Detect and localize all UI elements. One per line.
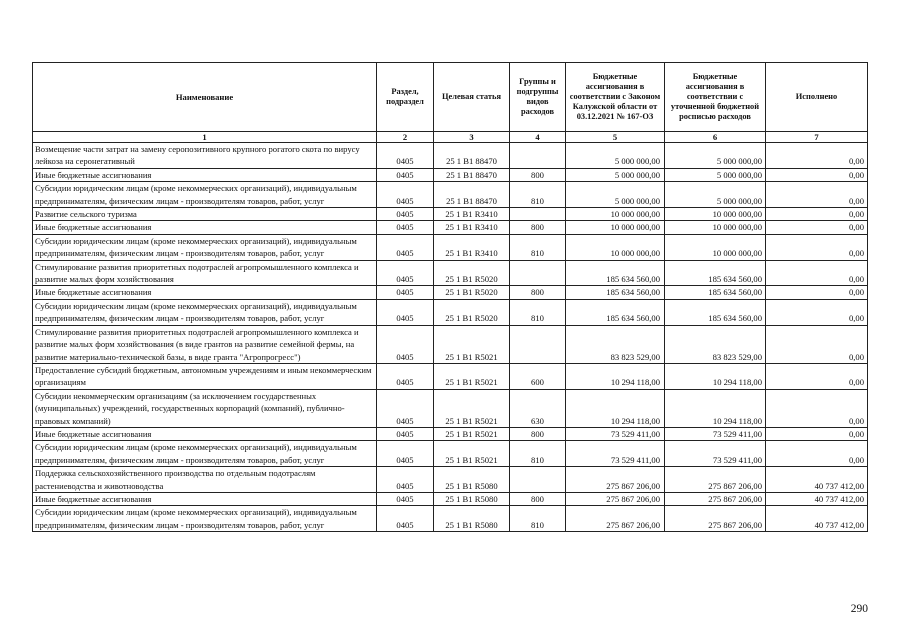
row-razdel-cell: 0405 <box>377 467 434 493</box>
row-roster-allocation-cell: 275 867 206,00 <box>665 492 766 505</box>
row-law-allocation-cell: 5 000 000,00 <box>566 168 665 181</box>
table-row <box>33 221 868 234</box>
budget-table-sheet <box>32 62 867 532</box>
row-executed-cell: 0,00 <box>766 389 868 427</box>
row-law-allocation-cell: 10 294 118,00 <box>566 363 665 389</box>
row-roster-allocation-cell: 73 529 411,00 <box>665 427 766 440</box>
page-number: 290 <box>850 603 868 615</box>
column-number: 1 <box>33 132 377 143</box>
row-razdel-cell: 0405 <box>377 221 434 234</box>
row-razdel-cell: 0405 <box>377 260 434 286</box>
row-name-cell: Стимулирование развития приоритетных подотраслей агропромышленного комплекса и развитие малых форм хозяйствования <box>33 260 377 286</box>
row-razdel-cell: 0405 <box>377 234 434 260</box>
row-law-allocation-cell: 5 000 000,00 <box>566 143 665 169</box>
row-target-article-cell: 25 1 B1 R5020 <box>434 299 510 325</box>
row-expense-group-cell: 800 <box>510 427 566 440</box>
row-expense-group-cell: 810 <box>510 441 566 467</box>
row-law-allocation-cell: 185 634 560,00 <box>566 260 665 286</box>
row-expense-group-cell: 800 <box>510 492 566 505</box>
row-executed-cell: 0,00 <box>766 208 868 221</box>
row-roster-allocation-cell: 10 294 118,00 <box>665 389 766 427</box>
row-target-article-cell: 25 1 B1 R5021 <box>434 325 510 363</box>
row-target-article-cell: 25 1 B1 R3410 <box>434 208 510 221</box>
row-name-cell: Иные бюджетные ассигнования <box>33 492 377 505</box>
row-roster-allocation-cell: 185 634 560,00 <box>665 299 766 325</box>
row-name-cell: Субсидии некоммерческим организациям (за исключением государственных (муниципальных) учреждений, государственных корпораций (компаний), публично-правовых компаний) <box>33 389 377 427</box>
column-number: 6 <box>665 132 766 143</box>
row-roster-allocation-cell: 5 000 000,00 <box>665 168 766 181</box>
row-law-allocation-cell: 10 000 000,00 <box>566 221 665 234</box>
row-razdel-cell: 0405 <box>377 441 434 467</box>
row-name-cell: Иные бюджетные ассигнования <box>33 286 377 299</box>
table-row <box>33 168 868 181</box>
row-executed-cell: 0,00 <box>766 363 868 389</box>
table-row <box>33 506 868 532</box>
row-executed-cell: 0,00 <box>766 182 868 208</box>
row-expense-group-cell <box>510 143 566 169</box>
row-target-article-cell: 25 1 B1 R5080 <box>434 467 510 493</box>
row-executed-cell: 0,00 <box>766 143 868 169</box>
row-executed-cell: 0,00 <box>766 260 868 286</box>
row-expense-group-cell <box>510 208 566 221</box>
row-expense-group-cell: 800 <box>510 168 566 181</box>
row-target-article-cell: 25 1 B1 R5021 <box>434 389 510 427</box>
row-target-article-cell: 25 1 B1 R5080 <box>434 492 510 505</box>
table-row <box>33 234 868 260</box>
row-law-allocation-cell: 5 000 000,00 <box>566 182 665 208</box>
row-expense-group-cell: 800 <box>510 286 566 299</box>
row-law-allocation-cell: 10 000 000,00 <box>566 234 665 260</box>
row-executed-cell: 0,00 <box>766 234 868 260</box>
row-roster-allocation-cell: 275 867 206,00 <box>665 467 766 493</box>
table-row <box>33 182 868 208</box>
row-executed-cell: 0,00 <box>766 325 868 363</box>
table-body <box>33 143 868 532</box>
row-roster-allocation-cell: 73 529 411,00 <box>665 441 766 467</box>
row-razdel-cell: 0405 <box>377 363 434 389</box>
row-razdel-cell: 0405 <box>377 492 434 505</box>
row-executed-cell: 0,00 <box>766 299 868 325</box>
row-name-cell: Поддержка сельскохозяйственного производства по отдельным подотраслям растениеводства и животноводства <box>33 467 377 493</box>
row-razdel-cell: 0405 <box>377 286 434 299</box>
row-name-cell: Субсидии юридическим лицам (кроме некоммерческих организаций), индивидуальным предпринимателям, физическим лицам - производителям товаров, работ, услуг <box>33 234 377 260</box>
row-name-cell: Субсидии юридическим лицам (кроме некоммерческих организаций), индивидуальным предпринимателям, физическим лицам - производителям товаров, работ, услуг <box>33 182 377 208</box>
column-header-law-allocations: Бюджетные ассигнования в соответствии с Законом Калужской области от 03.12.2021 № 167-ОЗ <box>566 63 665 132</box>
row-executed-cell: 0,00 <box>766 441 868 467</box>
row-target-article-cell: 25 1 B1 R5021 <box>434 427 510 440</box>
row-roster-allocation-cell: 10 000 000,00 <box>665 221 766 234</box>
row-executed-cell: 0,00 <box>766 427 868 440</box>
table-row <box>33 286 868 299</box>
row-name-cell: Возмещение части затрат на замену серопозитивного крупного рогатого скота по вирусу лейкоза на серонегативный <box>33 143 377 169</box>
column-header-executed: Исполнено <box>766 63 868 132</box>
column-number: 5 <box>566 132 665 143</box>
row-law-allocation-cell: 275 867 206,00 <box>566 492 665 505</box>
row-razdel-cell: 0405 <box>377 208 434 221</box>
table-row <box>33 325 868 363</box>
row-target-article-cell: 25 1 B1 R5080 <box>434 506 510 532</box>
row-target-article-cell: 25 1 B1 R3410 <box>434 234 510 260</box>
row-law-allocation-cell: 185 634 560,00 <box>566 299 665 325</box>
row-roster-allocation-cell: 5 000 000,00 <box>665 143 766 169</box>
row-executed-cell: 40 737 412,00 <box>766 492 868 505</box>
column-number: 2 <box>377 132 434 143</box>
row-executed-cell: 0,00 <box>766 221 868 234</box>
row-roster-allocation-cell: 83 823 529,00 <box>665 325 766 363</box>
row-executed-cell: 40 737 412,00 <box>766 467 868 493</box>
row-razdel-cell: 0405 <box>377 325 434 363</box>
row-expense-group-cell: 810 <box>510 234 566 260</box>
row-roster-allocation-cell: 5 000 000,00 <box>665 182 766 208</box>
row-razdel-cell: 0405 <box>377 506 434 532</box>
column-number: 4 <box>510 132 566 143</box>
table-row <box>33 208 868 221</box>
row-expense-group-cell: 600 <box>510 363 566 389</box>
row-razdel-cell: 0405 <box>377 427 434 440</box>
row-target-article-cell: 25 1 B1 R5021 <box>434 363 510 389</box>
row-razdel-cell: 0405 <box>377 168 434 181</box>
row-name-cell: Субсидии юридическим лицам (кроме некоммерческих организаций), индивидуальным предпринимателям, физическим лицам - производителям товаров, работ, услуг <box>33 299 377 325</box>
row-roster-allocation-cell: 185 634 560,00 <box>665 286 766 299</box>
row-expense-group-cell <box>510 325 566 363</box>
column-number-row <box>33 132 868 143</box>
row-target-article-cell: 25 1 B1 R5020 <box>434 286 510 299</box>
row-expense-group-cell: 810 <box>510 299 566 325</box>
row-law-allocation-cell: 275 867 206,00 <box>566 467 665 493</box>
row-name-cell: Иные бюджетные ассигнования <box>33 427 377 440</box>
row-law-allocation-cell: 73 529 411,00 <box>566 427 665 440</box>
row-razdel-cell: 0405 <box>377 143 434 169</box>
table-row <box>33 363 868 389</box>
row-expense-group-cell: 810 <box>510 182 566 208</box>
row-name-cell: Развитие сельского туризма <box>33 208 377 221</box>
row-law-allocation-cell: 10 294 118,00 <box>566 389 665 427</box>
table-row <box>33 427 868 440</box>
table-row <box>33 299 868 325</box>
row-law-allocation-cell: 83 823 529,00 <box>566 325 665 363</box>
row-executed-cell: 0,00 <box>766 286 868 299</box>
row-razdel-cell: 0405 <box>377 299 434 325</box>
row-name-cell: Иные бюджетные ассигнования <box>33 221 377 234</box>
row-name-cell: Субсидии юридическим лицам (кроме некоммерческих организаций), индивидуальным предпринимателям, физическим лицам - производителям товаров, работ, услуг <box>33 506 377 532</box>
row-roster-allocation-cell: 10 294 118,00 <box>665 363 766 389</box>
row-law-allocation-cell: 185 634 560,00 <box>566 286 665 299</box>
row-executed-cell: 40 737 412,00 <box>766 506 868 532</box>
row-razdel-cell: 0405 <box>377 389 434 427</box>
column-header-expense-groups: Группы и подгруппы видов расходов <box>510 63 566 132</box>
table-row <box>33 143 868 169</box>
row-law-allocation-cell: 73 529 411,00 <box>566 441 665 467</box>
budget-execution-table <box>32 62 868 532</box>
row-name-cell: Предоставление субсидий бюджетным, автономным учреждениям и иным некоммерческим организациям <box>33 363 377 389</box>
row-name-cell: Стимулирование развития приоритетных подотраслей агропромышленного комплекса и развитие малых форм хозяйствования (в виде грантов на развитие семейной фермы, на развитие материально-технической базы, в виде гранта "Агропрогресс") <box>33 325 377 363</box>
row-expense-group-cell: 800 <box>510 221 566 234</box>
row-target-article-cell: 25 1 B1 88470 <box>434 168 510 181</box>
row-executed-cell: 0,00 <box>766 168 868 181</box>
row-target-article-cell: 25 1 B1 R3410 <box>434 221 510 234</box>
row-expense-group-cell <box>510 467 566 493</box>
row-roster-allocation-cell: 10 000 000,00 <box>665 234 766 260</box>
column-header-target-article: Целевая статья <box>434 63 510 132</box>
table-header-row <box>33 63 868 132</box>
row-expense-group-cell: 630 <box>510 389 566 427</box>
table-row <box>33 467 868 493</box>
column-header-razdel: Раздел, подраздел <box>377 63 434 132</box>
row-law-allocation-cell: 275 867 206,00 <box>566 506 665 532</box>
column-number: 7 <box>766 132 868 143</box>
column-number: 3 <box>434 132 510 143</box>
table-row <box>33 492 868 505</box>
row-roster-allocation-cell: 185 634 560,00 <box>665 260 766 286</box>
row-target-article-cell: 25 1 B1 R5021 <box>434 441 510 467</box>
row-target-article-cell: 25 1 B1 88470 <box>434 143 510 169</box>
row-law-allocation-cell: 10 000 000,00 <box>566 208 665 221</box>
row-name-cell: Иные бюджетные ассигнования <box>33 168 377 181</box>
row-expense-group-cell: 810 <box>510 506 566 532</box>
column-header-name: Наименование <box>33 63 377 132</box>
table-row <box>33 441 868 467</box>
row-razdel-cell: 0405 <box>377 182 434 208</box>
table-row <box>33 260 868 286</box>
row-roster-allocation-cell: 275 867 206,00 <box>665 506 766 532</box>
table-row <box>33 389 868 427</box>
row-name-cell: Субсидии юридическим лицам (кроме некоммерческих организаций), индивидуальным предпринимателям, физическим лицам - производителям товаров, работ, услуг <box>33 441 377 467</box>
row-target-article-cell: 25 1 B1 R5020 <box>434 260 510 286</box>
row-roster-allocation-cell: 10 000 000,00 <box>665 208 766 221</box>
row-target-article-cell: 25 1 B1 88470 <box>434 182 510 208</box>
column-header-roster-allocations: Бюджетные ассигнования в соответствии с уточненной бюджетной росписью расходов <box>665 63 766 132</box>
row-expense-group-cell <box>510 260 566 286</box>
